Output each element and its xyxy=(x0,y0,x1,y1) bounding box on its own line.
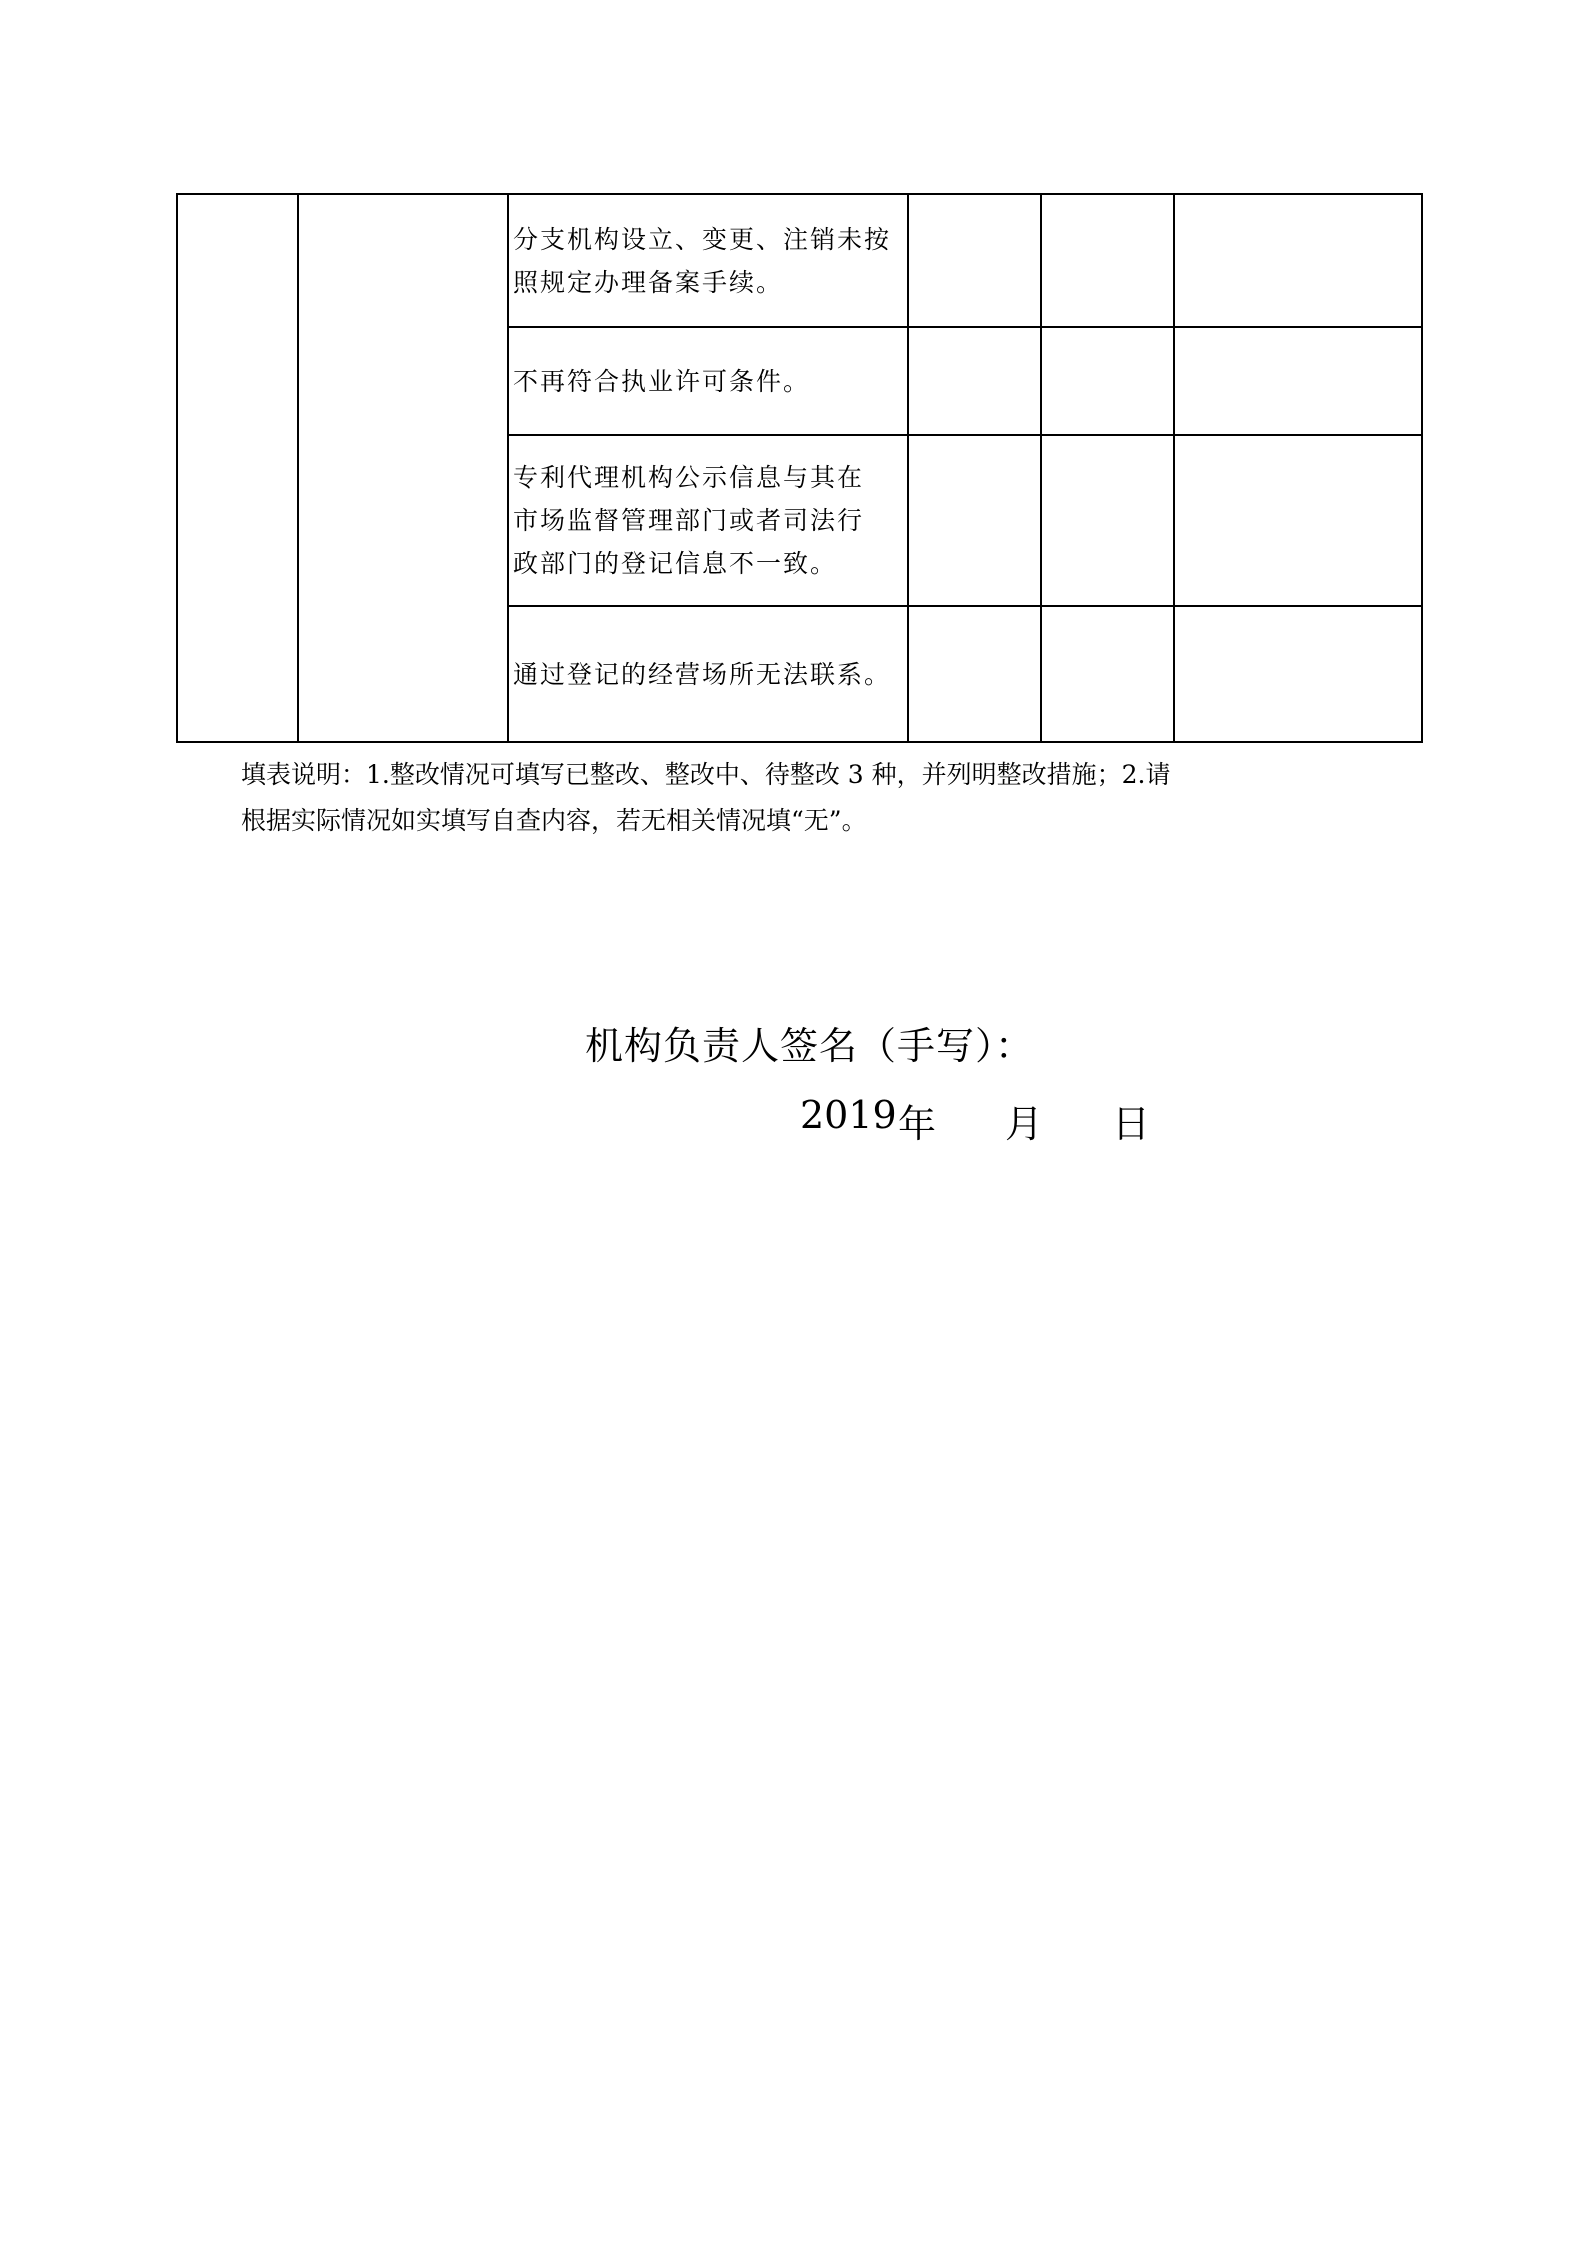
check-item-line: 分支机构设立、变更、注销未按 xyxy=(513,224,892,254)
merged-cell-col-2 xyxy=(298,194,508,742)
merged-cell-col-1 xyxy=(177,194,298,742)
check-item-line: 专利代理机构公示信息与其在 xyxy=(513,463,865,492)
check-item-cell xyxy=(508,194,908,327)
date-year-unit: 年 xyxy=(898,1102,937,1146)
blank-cell xyxy=(1174,606,1422,742)
fill-instructions-line: 填表说明：1.整改情况可填写已整改、整改中、待整改 3 种，并列明整改措施；2.请 xyxy=(241,760,1171,789)
blank-cell xyxy=(908,606,1041,742)
check-item-line: 政部门的登记信息不一致。 xyxy=(513,549,838,578)
blank-cell xyxy=(1041,435,1174,606)
check-item-cell xyxy=(508,327,908,435)
check-item-line: 通过登记的经营场所无法联系。 xyxy=(513,659,892,689)
blank-cell xyxy=(908,194,1041,327)
blank-cell xyxy=(1041,194,1174,327)
self-check-table xyxy=(176,193,1423,743)
table-row xyxy=(177,194,1422,327)
blank-cell xyxy=(1041,327,1174,435)
fill-instructions-line: 根据实际情况如实填写自查内容，若无相关情况填“无”。 xyxy=(241,806,867,835)
blank-cell xyxy=(1041,606,1174,742)
check-item-cell xyxy=(508,606,908,742)
blank-cell xyxy=(1174,194,1422,327)
blank-cell xyxy=(908,327,1041,435)
date-day-unit: 日 xyxy=(1112,1102,1151,1146)
blank-cell xyxy=(1174,327,1422,435)
fill-instructions xyxy=(241,752,1301,844)
date-month-unit: 月 xyxy=(1005,1102,1044,1146)
check-item-line: 市场监督管理部门或者司法行 xyxy=(513,506,865,535)
check-item-line: 不再符合执业许可条件。 xyxy=(513,366,811,396)
blank-cell xyxy=(908,435,1041,606)
date-year: 2019 xyxy=(800,1093,897,1137)
blank-cell xyxy=(1174,435,1422,606)
signature-label: 机构负责人签名（手写）： xyxy=(585,1024,1035,1068)
check-item-cell xyxy=(508,435,908,606)
check-item-line: 照规定办理备案手续。 xyxy=(513,267,784,297)
